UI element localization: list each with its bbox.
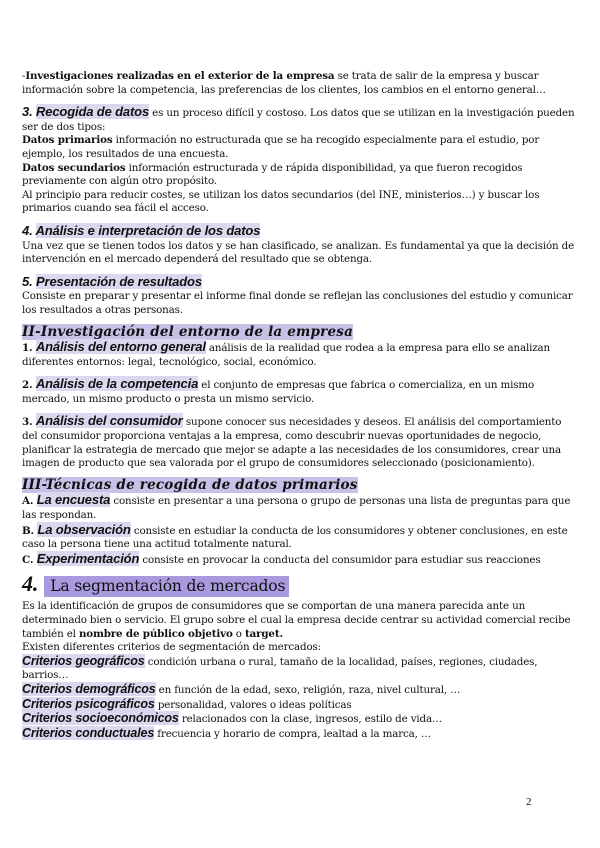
heading-data-collection: 3. Recogida de datos es un proceso difícil y costoso. Los datos que se utilizan en la investigación pueden ser de dos tipos: [22,104,575,133]
paragraph-primary-data: Datos primarios información no estructurada que se ha recogido especialmente para el estudio, por ejemplo, los resultados de una encuesta. [22,134,540,160]
page-number: 2 [526,796,532,808]
paragraph-external-research: -Investigaciones realizadas en el exterior de la empresa se trata de salir de la empresa y buscar información sobre la competencia, las preferencias de los clientes, los cambios en el entorno general… [22,70,546,96]
item-observation: B. La observación consiste en estudiar la conducta de los consumidores y obtener conclusiones, en este caso la persona tiene una actitud totalmente natural. [22,521,568,551]
paragraph-segmentation-intro: Es la identificación de grupos de consumidores que se comportan de una manera parecida ante un determinado bien o servicio. El grupo sobre el cual la empresa decide centrar su actividad comercial recibe también el nombre de público objetivo o target. [22,600,571,640]
item-survey: A. La encuesta consiste en presentar a una persona o grupo de personas una lista de preguntas para que las respondan. [22,492,571,522]
section-heading-techniques: III-Técnicas de recogida de datos primarios [22,476,358,493]
criterion-psychographic: Criterios psicográficos personalidad, valores o ideas políticas [22,696,352,711]
section-heading-environment: II-Investigación del entorno de la empresa [22,323,354,340]
chapter-title: La segmentación de mercados [44,576,289,597]
criterion-demographic: Criterios demográficos en función de la edad, sexo, religión, raza, nivel cultural, … [22,681,461,696]
paragraph-criteria-lead: Existen diferentes criterios de segmentación de mercados: [22,641,321,654]
paragraph-analysis: Una vez que se tienen todos los datos y se han clasificado, se analizan. Es fundamental ya que la decisión de intervención en el mercado dependerá del resultado que se obtenga. [22,239,575,266]
heading-title: Análisis e interpretación de los datos [35,222,261,238]
criterion-socioeconomic: Criterios socioeconómicos relacionados con la clase, ingresos, estilo de vida… [22,711,443,726]
paragraph-results: Consiste en preparar y presentar el informe final donde se reflejan las conclusiones del estudio y comunicar los resultados a otras personas. [22,290,573,316]
item-competition: 2. Análisis de la competencia el conjunto de empresas que fabrica o comercializa, en un mismo mercado, un mismo producto o presta un mismo servicio. [22,376,535,405]
paragraph-secondary-data: Datos secundarios información estructurada y de rápida disponibilidad, ya que fueron recogidos previamente con algún otro propósito. [22,161,523,188]
item-experimentation: C. Experimentación consiste en provocar la conducta del consumidor para estudiar sus reacciones [22,550,541,566]
bold-term: Investigaciones realizadas en el exterior de la empresa [25,70,335,82]
paragraph-costs: Al principio para reducir costes, se utilizan los datos secundarios (del INE, ministerios…) y buscar los primarios cuando sea fácil el acceso. [22,188,540,215]
criterion-behavioral: Criterios conductuales frecuencia y horario de compra, lealtad a la marca, … [22,725,431,740]
heading-results: 5. Presentación de resultados [22,273,202,289]
document-page [22,70,578,741]
heading-analysis: 4. Análisis e interpretación de los datos [22,222,261,238]
heading-title: Recogida de datos [36,104,150,120]
criterion-geographic: Criterios geográficos condición urbana o rural, tamaño de la localidad, países, regiones, ciudades, barrios… [22,653,538,682]
heading-title: Presentación de resultados [36,273,202,289]
chapter-heading: 4. La segmentación de mercados [22,572,578,600]
item-consumer: 3. Análisis del consumidor supone conocer sus necesidades y deseos. El análisis del comportamiento del consumidor proporciona ventajas a la empresa, como descubrir nuevas oportunidades de negocio, planificar la estrategia de mercado que mejor se adapte a las necesidades de los consumidores, crear una imagen de producto que sea valorada por el grupo de consumidores seleccionado (posicionamiento). [22,413,562,470]
item-general-environment: 1. Análisis del entorno general análisis de la realidad que rodea a la empresa para ello se analizan diferentes entornos: legal, tecnológico, social, económico. [22,339,550,368]
